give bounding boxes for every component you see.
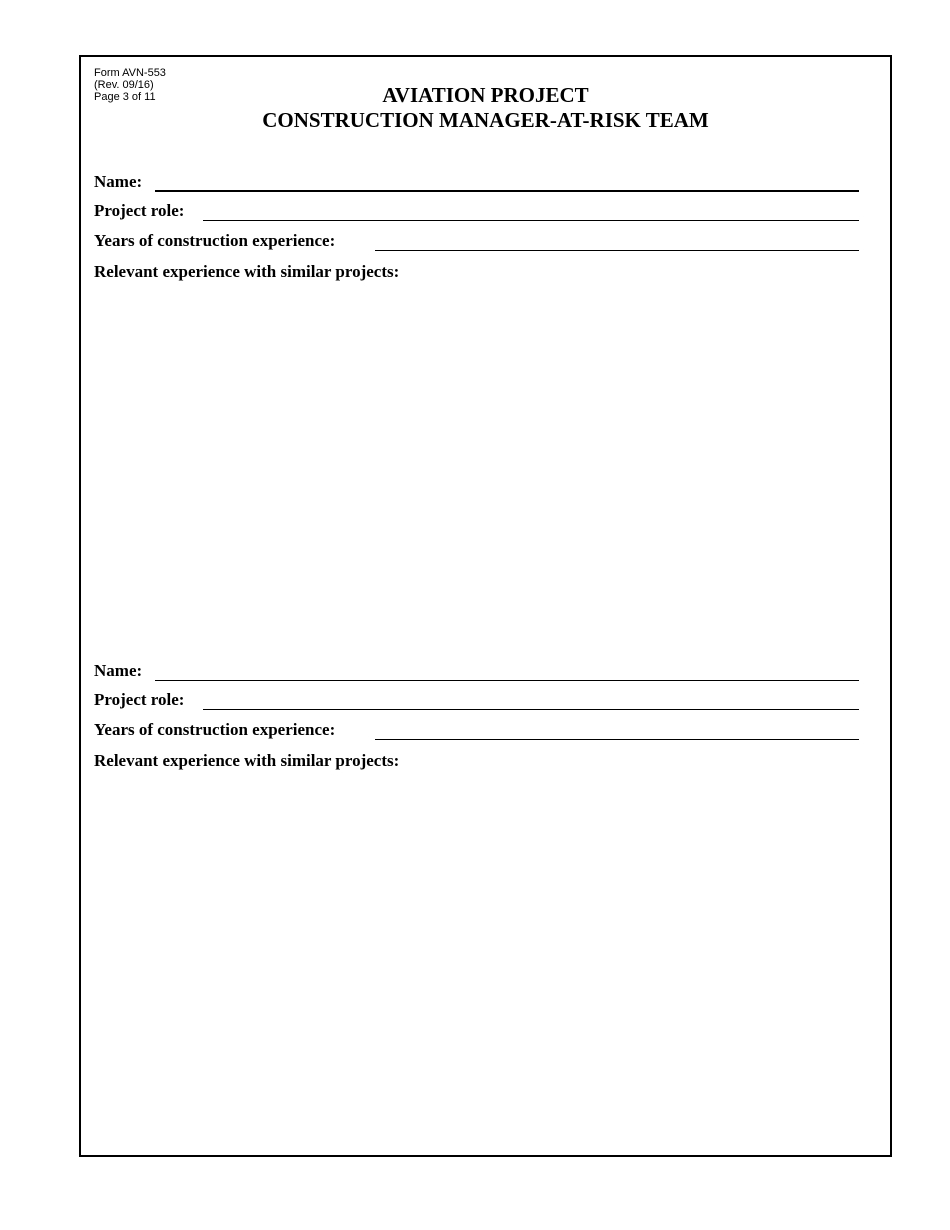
member-2-name-label: Name: <box>94 661 143 680</box>
member-2-name-row <box>94 659 859 681</box>
member-1-role-label: Project role: <box>94 201 185 220</box>
member-1-experience-label: Relevant experience with similar projects: <box>94 262 400 281</box>
member-2-years-label: Years of construction experience: <box>94 720 336 739</box>
member-2-name-field[interactable] <box>155 680 859 681</box>
member-2-experience-area[interactable] <box>94 777 859 1147</box>
member-1-years-label: Years of construction experience: <box>94 231 336 250</box>
member-1-experience-area[interactable] <box>94 288 859 648</box>
page-title <box>79 83 892 133</box>
member-1-name-label: Name: <box>94 172 143 191</box>
title-line-2: CONSTRUCTION MANAGER-AT-RISK TEAM <box>262 108 709 132</box>
member-2-experience-label: Relevant experience with similar projects: <box>94 751 400 770</box>
title-line-1: AVIATION PROJECT <box>382 83 589 107</box>
member-1-role-field[interactable] <box>203 220 859 221</box>
member-1-role-row <box>94 199 859 221</box>
form-number: Form AVN-553 <box>94 67 166 79</box>
member-1-name-field[interactable] <box>155 190 859 192</box>
member-1-name-row <box>94 170 859 192</box>
member-2-role-row <box>94 688 859 710</box>
form-page-number: Page 3 of 11 <box>94 91 156 103</box>
member-2-role-label: Project role: <box>94 690 185 709</box>
form-revision: (Rev. 09/16) <box>94 79 154 91</box>
member-2-years-row <box>94 718 859 740</box>
member-1-years-field[interactable] <box>375 250 859 251</box>
member-1-years-row <box>94 229 859 251</box>
member-2-role-field[interactable] <box>203 709 859 710</box>
member-2-years-field[interactable] <box>375 739 859 740</box>
